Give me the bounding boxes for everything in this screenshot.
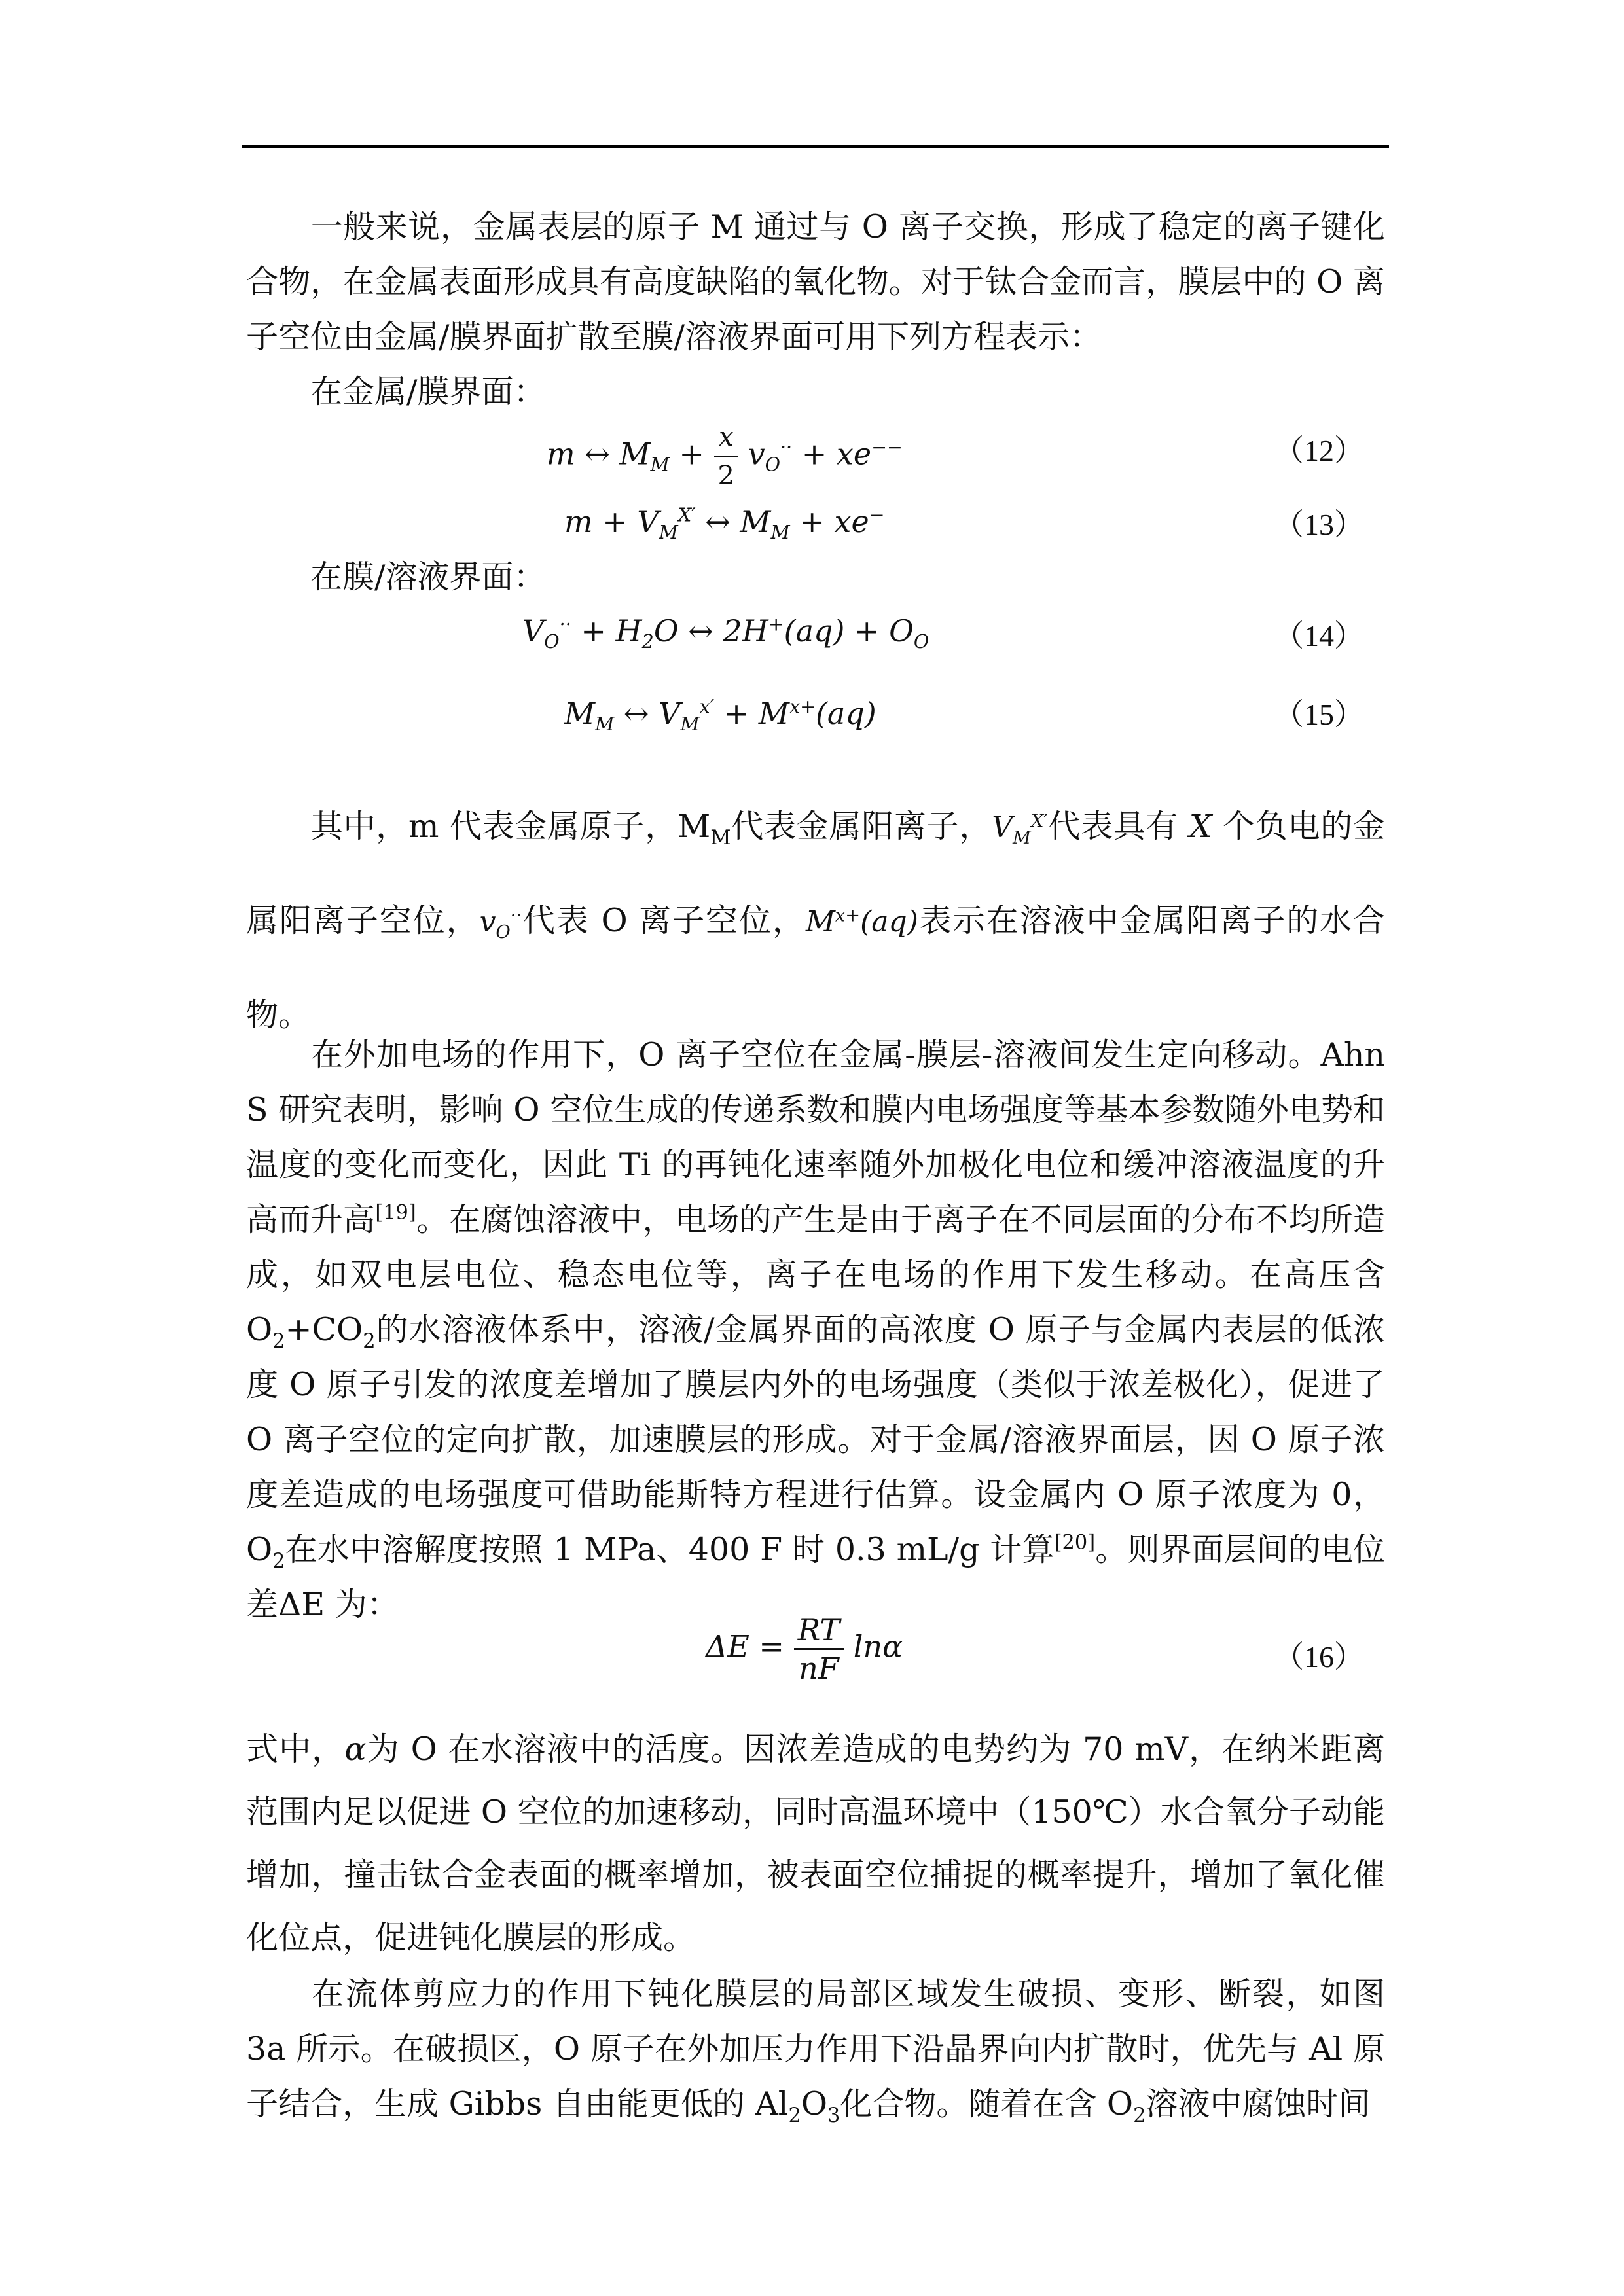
equation-12-number: （12）: [1274, 434, 1364, 467]
paragraph-intro: [246, 200, 1385, 365]
vacancy-symbol: $V_M^{X'}$: [992, 811, 1048, 848]
shear-text-1: 在流体剪应力的作用下钝化膜层的局部区域发生破损、变形、断裂，如图 3a 所示。在破损区，O 原子在外加压力作用下沿晶界向内扩散时，优先与 Al 原子结合，生成 Gibbs 自由能更低的 Al: [246, 1975, 1385, 2123]
shear-text-2: O: [801, 2085, 827, 2123]
alpha-symbol: α: [344, 1731, 367, 1768]
electric-field-text-2: 。在腐蚀溶液中，电场的产生是由于离子在不同层面的分布不均所造成，如双电层电位、稳态电位等，离子在电场的作用下发生移动。在高压含 O: [246, 1201, 1385, 1348]
paragraph-shear-stress: 在流体剪应力的作用下钝化膜层的局部区域发生破损、变形、断裂，如图 3a 所示。在破损区，O 原子在外加压力作用下沿晶界向内扩散时，优先与 Al 原子结合，生成 Gibbs 自由能更低的 $Al_2O_3$化合物。随着在含 $O_2$溶液中腐蚀时间: [246, 1975, 1385, 2127]
hydrate-symbol: $M^{x+}(aq)$: [805, 905, 918, 939]
equation-13-number: （13）: [1274, 508, 1364, 541]
citation-19: [19]: [375, 1201, 416, 1225]
definitions-text-4: 个负电的金属阳离子空位，: [246, 808, 1385, 939]
equation-14: $V_O^{\cdot\cdot} + H_2O$ ↔ $2H^+(aq) + O_O$: [522, 613, 929, 653]
equation-13: $m + V_M^{X'}$ ↔ $M_M + xe^-$: [564, 504, 885, 544]
electric-field-text-4: 的水溶液体系中，溶液/金属界面的高浓度 O 原子与金属内表层的低浓度 O 原子引发的浓度差增加了膜层内外的电场强度（类似于浓差极化），促进了 O 离子空位的定向扩散，加速膜层的形成。对于金属/溶液界面层，因 O 原子浓度差造成的电场强度可借助能斯特方程进行估算。设金属内 O 原子浓度为 0，O: [246, 1311, 1385, 1568]
electric-field-text-1: 在外加电场的作用下，O 离子空位在金属-膜层-溶液间发生定向移动。Ahn S 研究表明，影响 O 空位生成的传递系数和膜内电场强度等基本参数随外电势和温度的变化而变化，因此 Ti 的再钝化速率随外加极化电位和缓冲溶液温度的升高而升高: [246, 1036, 1385, 1238]
definitions-text-5: 代表 O 离子空位，: [522, 902, 806, 939]
equation-16-number: （16）: [1274, 1640, 1364, 1674]
electric-field-text-5: 在水中溶解度按照 1 MPa、400 F 时 0.3 mL/g 计算: [285, 1531, 1055, 1568]
definitions-text-1: 其中，m 代表金属原子，: [310, 808, 678, 845]
equation-15: $M_M$ ↔ $V_M^{x'} + M^{x+}(aq)$: [564, 696, 876, 736]
label-solution-interface: 在膜/溶液界面：: [310, 558, 546, 596]
definitions-text-3: 代表具有: [1047, 808, 1179, 845]
shear-text-4: 溶液中腐蚀时间: [1146, 2085, 1371, 2123]
definitions-text-2: 代表金属阳离子，: [731, 808, 992, 845]
paragraph-intro-text: 一般来说，金属表层的原子 M 通过与 O 离子交换，形成了稳定的离子键化合物，在金属表面形成具有高度缺陷的氧化物。对于钛合金而言，膜层中的 O 离子空位由金属/膜界面扩散至膜/溶液界面可用下列方程表示：: [246, 208, 1385, 355]
equation-14-number: （14）: [1274, 619, 1364, 653]
equation-12: m ↔ $M_M$ + $\frac{x}{2}$ $v_O^{\cdot\cdot} + xe^{--}$: [547, 419, 903, 494]
electric-field-text-3: +CO: [285, 1311, 363, 1348]
paragraph-definitions: [246, 780, 1385, 1062]
oxygen-vacancy-symbol: $v_O^{\cdot\cdot}$: [479, 905, 522, 942]
paragraph-activity: [246, 1718, 1385, 1969]
electric-field-text-6: 。则界面层间的电位差ΔE 为：: [246, 1531, 1385, 1623]
activity-text-1: 式中，: [246, 1731, 345, 1768]
shear-text-3: 化合物。随着在含 O: [840, 2085, 1134, 2123]
definitions-text-6: 表示在溶液中金属阳离子的水合物。: [246, 902, 1385, 1033]
citation-20: [20]: [1054, 1531, 1096, 1554]
equation-15-number: （15）: [1274, 698, 1364, 731]
paragraph-electric-field: 在外加电场的作用下，O 离子空位在金属-膜层-溶液间发生定向移动。Ahn S 研究表明，影响 O 空位生成的传递系数和膜内电场强度等基本参数随外电势和温度的变化而变化，因此 Ti 的再钝化速率随外加极化电位和缓冲溶液温度的升高而升高[19]。在腐蚀溶液中，电场的产生是由于离子在不同层面的分布不均所造成，如双电层电位、稳态电位等，离子在电场的作用下发生移动。在高压含 $O_2+CO_2$的水溶液体系中，溶液/金属界面的高浓度 O 原子与金属内表层的低浓度 O 原子引发的浓度差增加了膜层内外的电场强度（类似于浓差极化），促进了 O 离子空位的定向扩散，加速膜层的形成。对于金属/溶液界面层，因 O 原子浓度差造成的电场强度可借助能斯特方程进行估算。设金属内 O 原子浓度为 0，$O_2$在水中溶解度按照 1 MPa、400 F 时 0.3 mL/g 计算[20]。则界面层间的电位差ΔE 为：: [246, 1036, 1385, 1623]
equation-16: ΔE = $\frac{RT}{nF}$ lnα: [706, 1612, 903, 1686]
mm-symbol: $M_M$: [677, 808, 731, 850]
x-symbol: X: [1189, 808, 1212, 845]
header-rule: [242, 145, 1389, 148]
label-metal-interface: 在金属/膜界面：: [310, 373, 546, 410]
activity-text-2: 为 O 在水溶液中的活度。因浓差造成的电势约为 70 mV，在纳米距离范围内足以促进 O 空位的加速移动，同时高温环境中（150℃）水合氧分子动能增加，撞击钛合金表面的概率增加，被表面空位捕捉的概率提升，增加了氧化催化位点，促进钝化膜层的形成。: [246, 1731, 1385, 1956]
